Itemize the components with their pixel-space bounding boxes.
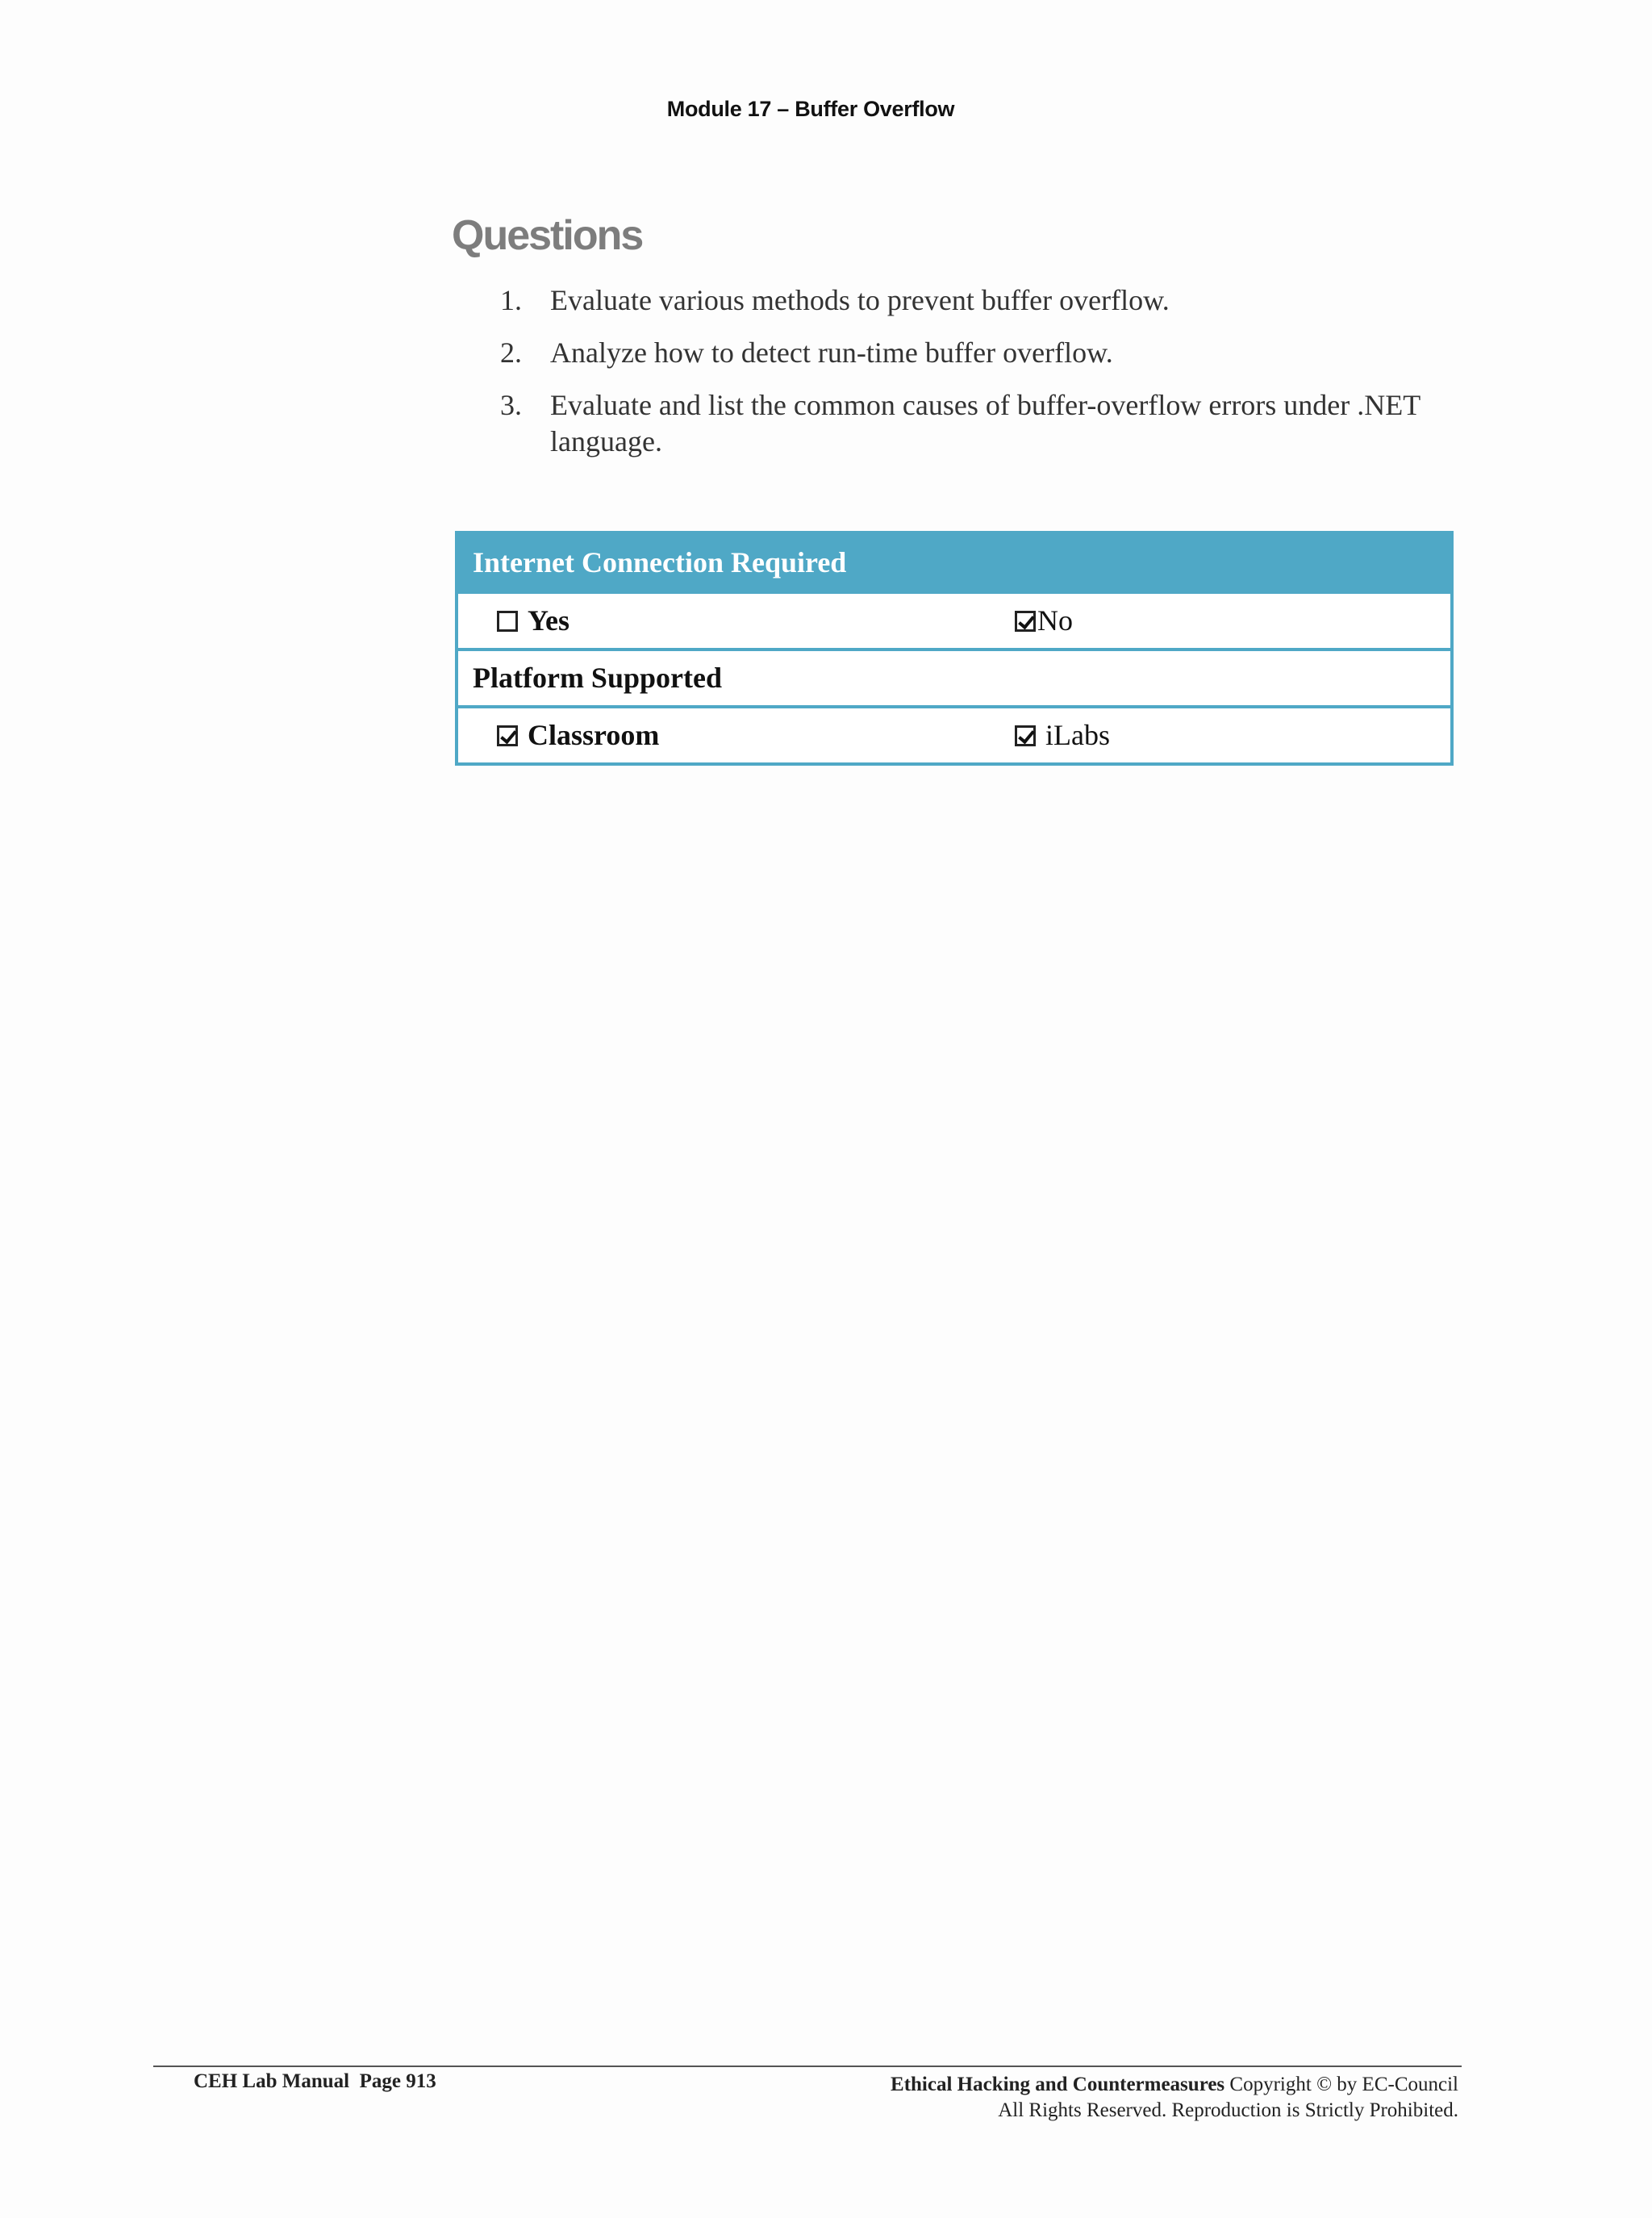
question-text: Evaluate various methods to prevent buffer overflow. <box>550 284 1170 316</box>
checkbox-checked-icon[interactable] <box>1015 611 1036 632</box>
questions-list <box>500 282 1444 476</box>
internet-options-row <box>458 591 1450 648</box>
platform-classroom-label: Classroom <box>528 719 660 751</box>
footer-course-title: Ethical Hacking and Countermeasures <box>891 2074 1225 2095</box>
internet-connection-heading: Internet Connection Required <box>458 534 1450 591</box>
internet-no-option[interactable] <box>1015 594 1073 648</box>
footer-copyright-line <box>891 2072 1458 2098</box>
question-item <box>500 387 1444 460</box>
platform-supported-heading: Platform Supported <box>458 648 1450 705</box>
internet-yes-option[interactable] <box>497 594 569 648</box>
platform-options-row <box>458 705 1450 762</box>
platform-ilabs-option[interactable] <box>1015 708 1110 762</box>
questions-heading: Questions <box>452 212 643 259</box>
internet-no-label: No <box>1037 604 1073 637</box>
question-number: 3. <box>500 389 522 421</box>
footer-manual-page: CEH Lab Manual Page 913 <box>194 2070 436 2092</box>
footer-divider <box>153 2066 1462 2067</box>
internet-yes-label: Yes <box>528 604 569 637</box>
platform-classroom-option[interactable] <box>497 708 659 762</box>
footer-copyright-text: Copyright © by EC-Council <box>1224 2074 1458 2095</box>
question-text: Analyze how to detect run-time buffer overflow. <box>550 336 1113 369</box>
question-item <box>500 335 1444 371</box>
footer-rights: All Rights Reserved. Reproduction is Strictly Prohibited. <box>998 2099 1458 2121</box>
question-text: Evaluate and list the common causes of buffer-overflow errors under .NET language. <box>550 389 1420 457</box>
checkbox-checked-icon[interactable] <box>1015 725 1036 746</box>
checkbox-checked-icon[interactable] <box>497 725 518 746</box>
platform-ilabs-label: iLabs <box>1045 719 1110 751</box>
question-item <box>500 282 1444 319</box>
requirements-table <box>455 531 1454 766</box>
module-title: Module 17 – Buffer Overflow <box>666 97 955 121</box>
footer-copyright <box>891 2072 1458 2124</box>
question-number: 2. <box>500 336 522 369</box>
question-number: 1. <box>500 284 522 316</box>
checkbox-unchecked-icon[interactable] <box>497 611 518 632</box>
